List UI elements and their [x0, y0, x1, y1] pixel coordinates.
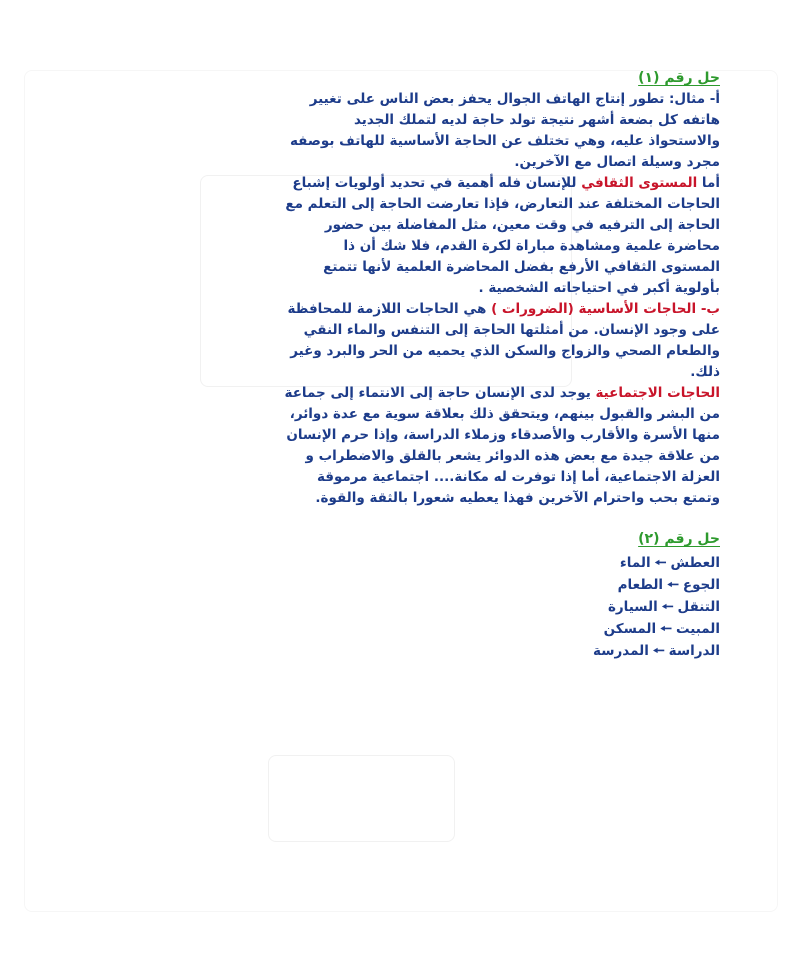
background-box — [268, 755, 455, 842]
answer-sheet — [280, 68, 720, 662]
basic-needs-text: هي الحاجات اللازمة للمحافظة على وجود الإنسان. من أمثلتها الحاجة إلى التنفس والماء النقي والطعام الصحي والزواج والسكن الذي يحميه من الحر والبرد وغير ذلك. — [287, 301, 720, 380]
needs-mapping-list — [280, 552, 720, 662]
social-needs-term: الحاجات الاجتماعية — [595, 385, 720, 401]
need-label: المبيت — [675, 621, 720, 637]
answer-1-section — [280, 68, 720, 509]
list-item — [280, 574, 720, 596]
need-label: العطش — [670, 555, 720, 571]
item-a-prefix: أ- — [705, 91, 720, 107]
satisfier-label: المسكن — [603, 621, 657, 637]
cultural-level-intro: أما — [697, 175, 720, 191]
list-item — [280, 552, 720, 574]
answer-1-heading: حل رقم (١) — [638, 70, 720, 86]
cultural-level-text: للإنسان فله أهمية في تحديد أولويات إشباع الحاجات المختلفة عند التعارض، فإذا تعارضت الحاجة إلى التعلم مع الحاجة إلى الترفيه في وقت معين، مثل المفاضلة بين حضور محاضرة علمية ومشاهدة مباراة لكرة القدم، فلا شك أن ذا المستوى الثقافي الأرفع بفضل المحاضرة العلمية لأنها تتمتع بأولوية أكبر في احتياجاته الشخصية . — [285, 175, 720, 296]
need-label: التنقل — [677, 599, 720, 615]
list-item — [280, 618, 720, 640]
left-arrow-icon: 🠔 — [661, 599, 674, 615]
left-arrow-icon: 🠔 — [654, 555, 667, 571]
cultural-level-term: المستوى الثقافي — [581, 175, 698, 191]
left-arrow-icon: 🠔 — [652, 643, 665, 659]
item-b-prefix: ب- — [696, 301, 720, 317]
satisfier-label: السيارة — [607, 599, 658, 615]
list-item — [280, 640, 720, 662]
example-text: مثال: تطور إنتاج الهاتف الجوال يحفز بعض الناس على تغيير هاتفه كل بضعة أشهر نتيجة تولد حاجة لديه لتملك الجديد والاستحواذ عليه، وهي تختلف عن الحاجة الأساسية للهاتف بوصفه مجرد وسيلة اتصال مع الآخرين. — [289, 91, 720, 170]
satisfier-label: الطعام — [617, 577, 664, 593]
cultural-level-paragraph — [280, 173, 720, 299]
answer-2-section — [280, 529, 720, 662]
answer-2-heading: حل رقم (٢) — [638, 531, 720, 547]
social-needs-text: يوجد لدى الإنسان حاجة إلى الانتماء إلى جماعة من البشر والقبول بينهم، ويتحقق ذلك بعلاقة سوية مع عدة دوائر، منها الأسرة والأقارب والأصدقاء وزملاء الدراسة، وإذا حرم الإنسان من علاقة جيدة مع بعض هذه الدوائر يشعر بالقلق والاضطراب و العزلة الاجتماعية، أما إذا توفرت له مكانة.... اجتماعية مرموقة وتمتع بحب واحترام الآخرين فهذا يعطيه شعورا بالثقة والقوة. — [284, 385, 720, 506]
section-spacer — [280, 509, 720, 529]
basic-needs-paragraph — [280, 299, 720, 383]
need-label: الدراسة — [668, 643, 720, 659]
satisfier-label: الماء — [619, 555, 651, 571]
list-item — [280, 596, 720, 618]
need-label: الجوع — [682, 577, 720, 593]
social-needs-paragraph — [280, 383, 720, 509]
satisfier-label: المدرسة — [593, 643, 649, 659]
basic-needs-term: الحاجات الأساسية (الضرورات ) — [491, 301, 697, 317]
left-arrow-icon: 🠔 — [660, 621, 672, 637]
left-arrow-icon: 🠔 — [667, 577, 679, 593]
example-paragraph — [280, 89, 720, 173]
